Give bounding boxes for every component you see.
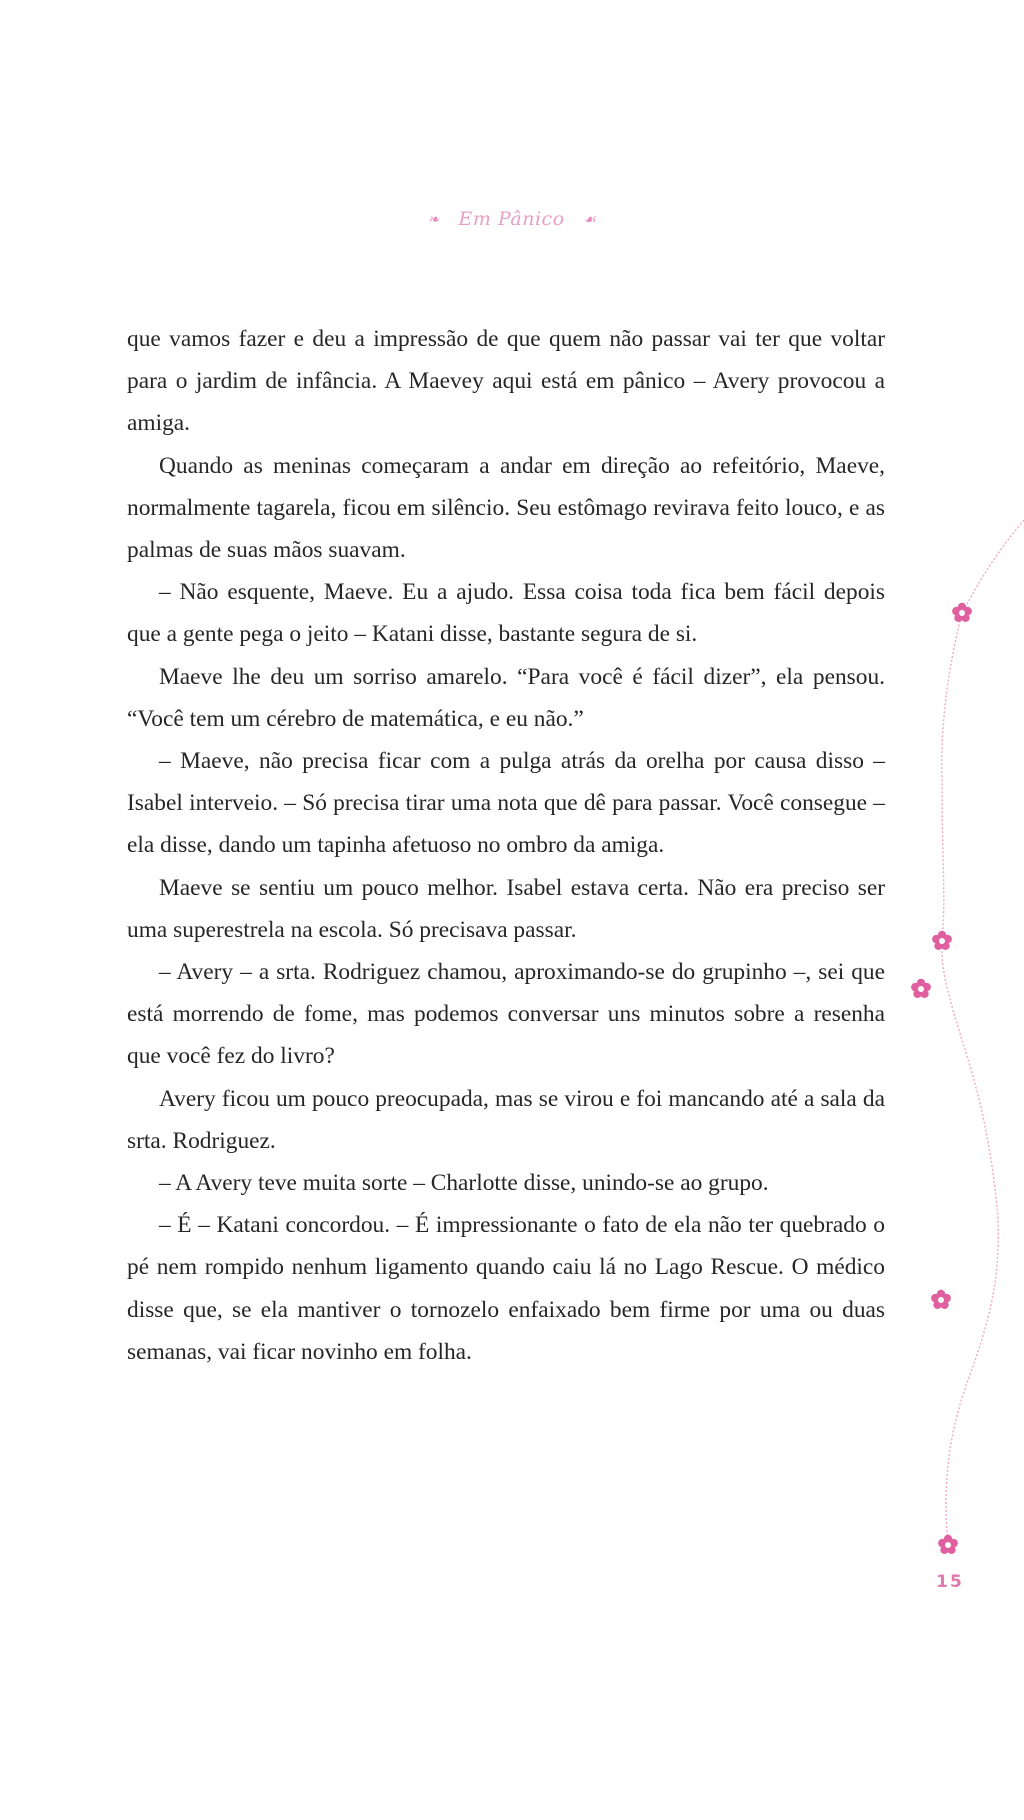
paragraph: – É – Katani concordou. – É impressionante o fato de ela não ter quebrado o pé nem rompido nenhum ligamento quando caiu lá no Lago Rescue. O médico disse que, se ela mantiver o tornozelo enfaixado bem firme por uma ou duas semanas, vai ficar novinho em folha. <box>127 1212 885 1365</box>
paragraph: – Maeve, não precisa ficar com a pulga atrás da orelha por causa disso – Isabel interveio. – Só precisa tirar uma nota que dê para passar. Você consegue – ela disse, dando um tapinha afetuoso no ombro da amiga. <box>127 748 885 859</box>
paragraph: Quando as meninas começaram a andar em direção ao refeitório, Maeve, normalmente tagarela, ficou em silêncio. Seu estômago revirava feito louco, e as palmas de suas mãos suavam. <box>127 452 885 564</box>
paragraph: Maeve lhe deu um sorriso amarelo. “Para você é fácil dizer”, ela pensou. “Você tem um cérebro de matemática, e eu não.” <box>127 663 885 732</box>
flower-icon <box>931 930 953 952</box>
left-ornament-icon: ❧ <box>427 212 440 228</box>
paragraph: que vamos fazer e deu a impressão de que quem não passar vai ter que voltar para o jardim de infância. A Maevey aqui está em pânico – Avery provocou a amiga. <box>127 326 885 437</box>
right-ornament-icon: ☙ <box>583 212 597 228</box>
page-number: 15 <box>936 1572 964 1592</box>
body-text <box>127 318 885 1373</box>
paragraph: – Não esquente, Maeve. Eu a ajudo. Essa coisa toda fica bem fácil depois que a gente pega o jeito – Katani disse, bastante segura de si. <box>127 579 885 648</box>
paragraph: – Avery – a srta. Rodriguez chamou, aproximando-se do grupinho –, sei que está morrendo de fome, mas podemos conversar uns minutos sobre a resenha que você fez do livro? <box>127 959 885 1070</box>
paragraph: – A Avery teve muita sorte – Charlotte disse, unindo-se ao grupo. <box>159 1170 769 1197</box>
flower-icon <box>910 978 932 1000</box>
flower-icon <box>951 602 973 624</box>
paragraph: Maeve se sentiu um pouco melhor. Isabel estava certa. Não era preciso ser uma superestrela na escola. Só precisava passar. <box>127 874 885 943</box>
flower-icon <box>937 1534 959 1556</box>
flower-icon <box>930 1289 952 1311</box>
decorative-vine <box>880 520 1024 1600</box>
paragraph: Avery ficou um pouco preocupada, mas se virou e foi mancando até a sala da srta. Rodriguez. <box>127 1085 885 1154</box>
running-header <box>0 208 1024 230</box>
running-title: Em Pânico <box>458 208 565 230</box>
